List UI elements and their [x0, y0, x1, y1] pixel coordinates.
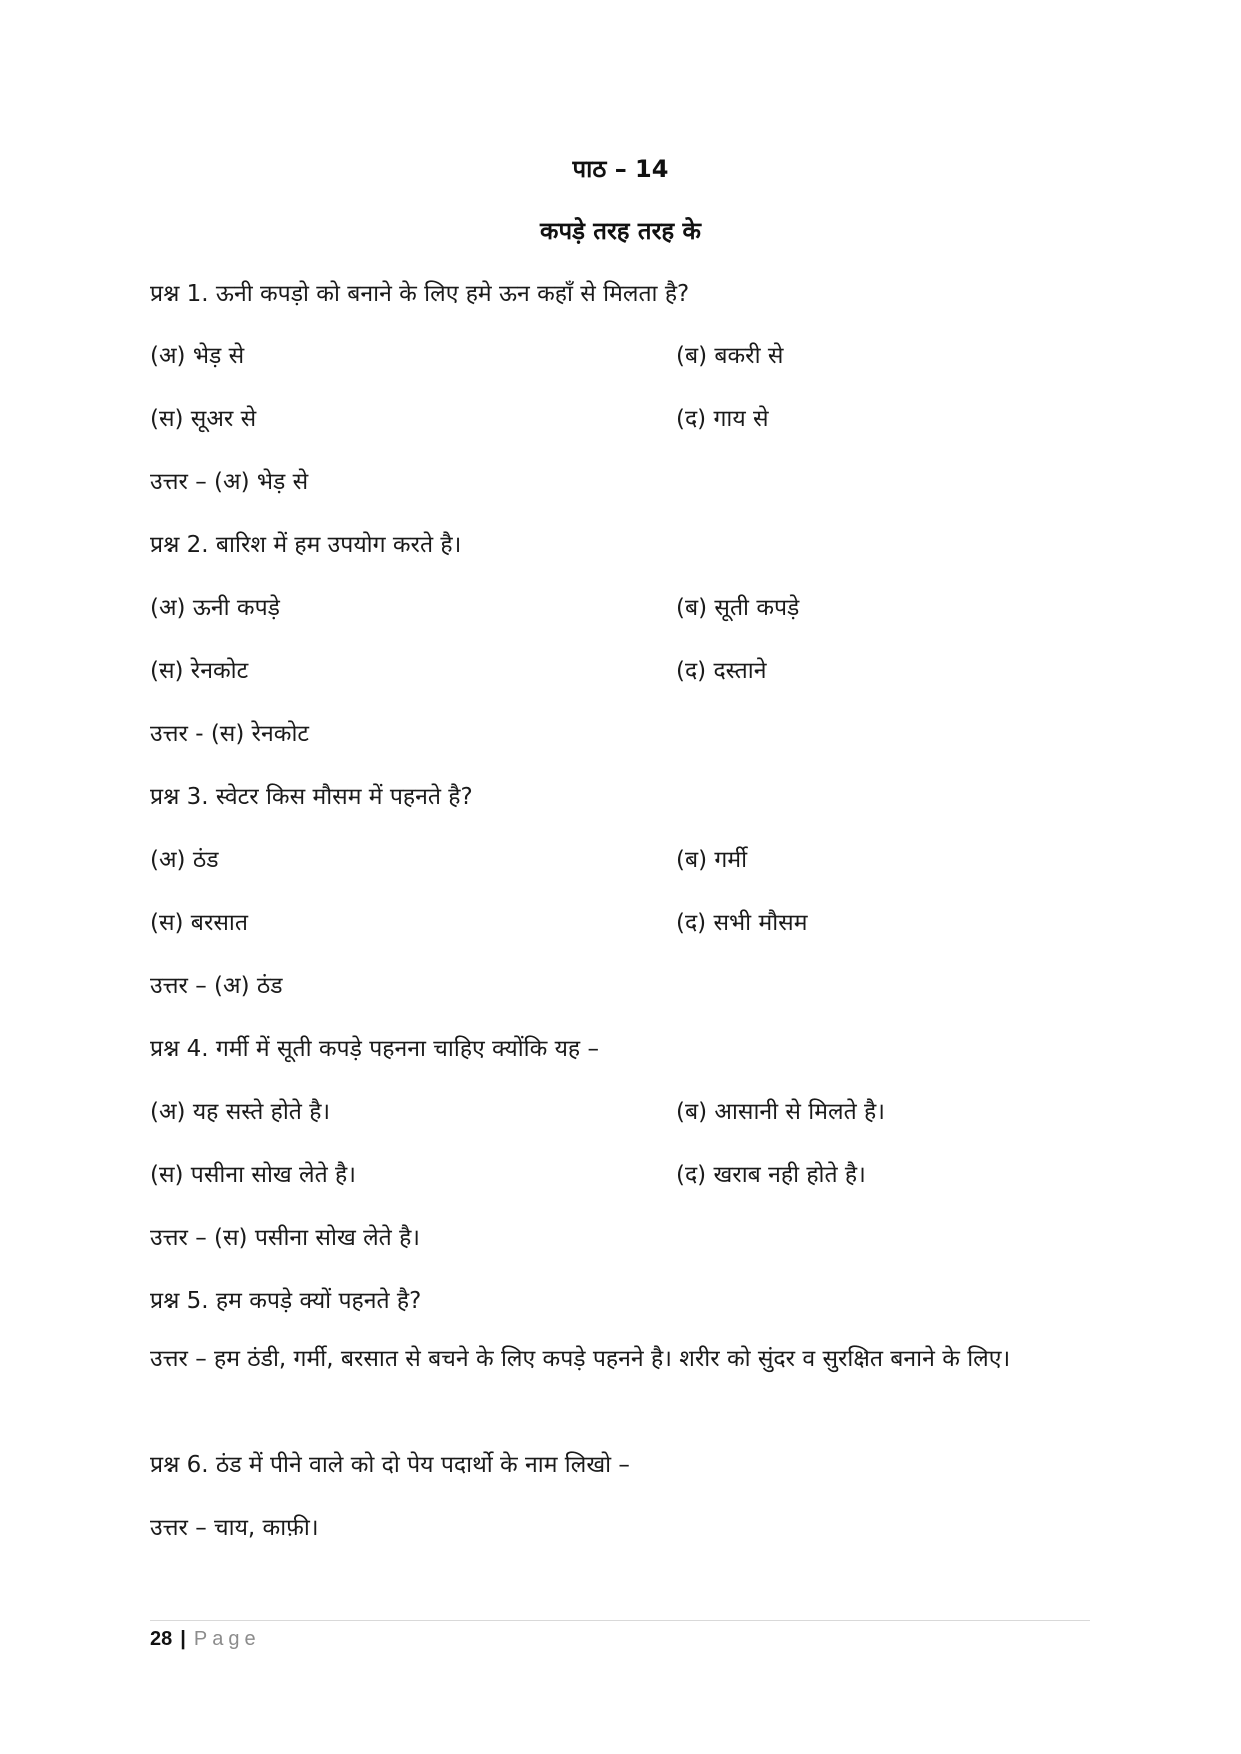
q2-option-a: (अ) ऊनी कपड़े — [150, 595, 280, 621]
page-number: 28 — [150, 1628, 173, 1650]
q3-option-d: (द) सभी मौसम — [676, 910, 808, 936]
chapter-title: कपड़े तरह तरह के — [540, 217, 701, 245]
q1-option-b: (ब) बकरी से — [676, 343, 784, 369]
q1-option-c: (स) सूअर से — [150, 406, 257, 432]
q2-option-b: (ब) सूती कपड़े — [676, 595, 800, 621]
question-3: प्रश्न 3. स्वेटर किस मौसम में पहनते है? — [150, 784, 473, 810]
q4-option-a: (अ) यह सस्ते होते है। — [150, 1099, 331, 1125]
q3-option-a: (अ) ठंड — [150, 847, 219, 873]
page-label: Page — [193, 1628, 261, 1650]
question-2: प्रश्न 2. बारिश में हम उपयोग करते है। — [150, 532, 462, 558]
q4-option-c: (स) पसीना सोख लेते है। — [150, 1162, 356, 1188]
q3-option-c: (स) बरसात — [150, 910, 248, 936]
question-1: प्रश्न 1. ऊनी कपड़ो को बनाने के लिए हमे ऊन कहाँ से मिलता है? — [150, 281, 690, 307]
question-6: प्रश्न 6. ठंड में पीने वाले को दो पेय पदार्थो के नाम लिखो – — [150, 1452, 630, 1478]
q1-option-a: (अ) भेड़ से — [150, 343, 245, 369]
q4-option-b: (ब) आसानी से मिलते है। — [676, 1099, 885, 1125]
footer-separator: | — [180, 1628, 186, 1650]
question-5: प्रश्न 5. हम कपड़े क्यों पहनते है? — [150, 1288, 422, 1314]
q1-option-d: (द) गाय से — [676, 406, 769, 432]
q4-option-d: (द) खराब नही होते है। — [676, 1162, 866, 1188]
page-footer — [150, 1628, 261, 1651]
q3-answer: उत्तर – (अ) ठंड — [150, 973, 283, 999]
footer-divider — [150, 1620, 1090, 1621]
q2-option-c: (स) रेनकोट — [150, 658, 249, 684]
q2-answer: उत्तर - (स) रेनकोट — [150, 721, 310, 747]
lesson-number: पाठ – 14 — [572, 155, 669, 183]
question-4: प्रश्न 4. गर्मी में सूती कपड़े पहनना चाहिए क्योंकि यह – — [150, 1036, 599, 1062]
q6-answer: उत्तर – चाय, काफ़ी। — [150, 1515, 319, 1541]
q2-option-d: (द) दस्ताने — [676, 658, 767, 684]
q4-answer: उत्तर – (स) पसीना सोख लेते है। — [150, 1225, 421, 1251]
q3-option-b: (ब) गर्मी — [676, 847, 748, 873]
q1-answer: उत्तर – (अ) भेड़ से — [150, 469, 309, 495]
q5-answer: उत्तर – हम ठंडी, गर्मी, बरसात से बचने के लिए कपड़े पहनने है। शरीर को सुंदर व सुरक्षित बनाने के लिए। — [150, 1346, 1011, 1372]
